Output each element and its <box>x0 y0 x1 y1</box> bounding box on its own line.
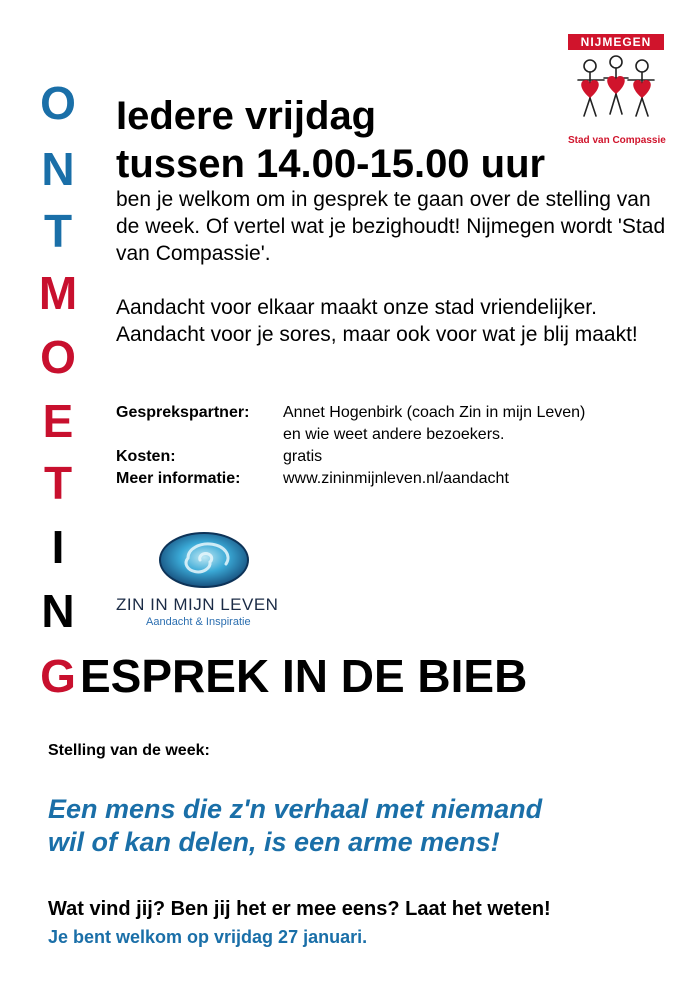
stelling-line: wil of kan delen, is een arme mens! <box>48 827 500 857</box>
vertical-letter: M <box>38 267 78 319</box>
info-label-spacer <box>116 424 283 446</box>
info-value: gratis <box>283 448 323 465</box>
stelling-quote <box>48 793 668 859</box>
vertical-letter: T <box>43 205 73 257</box>
event-title: ESPREK IN DE BIEB <box>80 650 528 702</box>
info-row-partner-continued <box>116 424 585 446</box>
closing-question: Wat vind jij? Ben jij het er mee eens? Laat het weten! <box>48 898 551 920</box>
info-row-more <box>116 468 585 490</box>
vertical-letter: O <box>40 331 76 383</box>
stelling-line: Een mens die z'n verhaal met niemand <box>48 794 543 824</box>
intro-paragraph: ben je welkom om in gesprek te gaan over de stelling van de week. Of vertel wat je bezighoudt! Nijmegen wordt 'Stad van Compassie'. <box>116 188 666 265</box>
headline-time: tussen 14.00-15.00 uur <box>116 142 546 186</box>
info-row-partner <box>116 402 585 424</box>
zin-in-mijn-leven-logo <box>110 530 300 632</box>
info-block <box>116 402 585 490</box>
info-value: en wie weet andere bezoekers. <box>283 426 505 443</box>
stelling-label: Stelling van de week: <box>48 742 210 759</box>
closing-welcome: Je bent welkom op vrijdag 27 januari. <box>48 927 368 947</box>
info-label: Gesprekspartner: <box>116 404 250 421</box>
swirl-icon <box>158 530 250 590</box>
nijmegen-band: NIJMEGEN <box>568 34 664 50</box>
zin-logo-tagline: Aandacht & Inspiratie <box>146 616 251 628</box>
info-row-cost <box>116 446 585 468</box>
website-link[interactable]: www.zininmijnleven.nl/aandacht <box>283 470 509 487</box>
vertical-letter: T <box>43 457 73 509</box>
vertical-letter: N <box>41 585 75 637</box>
vertical-letter: I <box>51 521 65 573</box>
vertical-letter-g: G <box>40 650 76 702</box>
info-label: Meer informatie: <box>116 470 241 487</box>
intro-paragraph: Aandacht voor elkaar maakt onze stad vriendelijker. Aandacht voor je sores, maar ook voor wat je blij maakt! <box>116 296 638 346</box>
info-label: Kosten: <box>116 448 176 465</box>
nijmegen-compassie-logo <box>568 34 664 146</box>
vertical-letter: O <box>40 77 76 129</box>
nijmegen-subtitle: Stad van Compassie <box>568 135 666 146</box>
info-value: Annet Hogenbirk (coach Zin in mijn Leven) <box>283 404 586 421</box>
vertical-letter: E <box>42 395 74 447</box>
zin-logo-name: ZIN IN MIJN LEVEN <box>116 595 279 614</box>
intro-text <box>116 186 676 348</box>
three-figures-hearts-icon <box>568 50 664 130</box>
vertical-letter: N <box>41 143 75 195</box>
headline-day: Iedere vrijdag <box>116 94 377 138</box>
